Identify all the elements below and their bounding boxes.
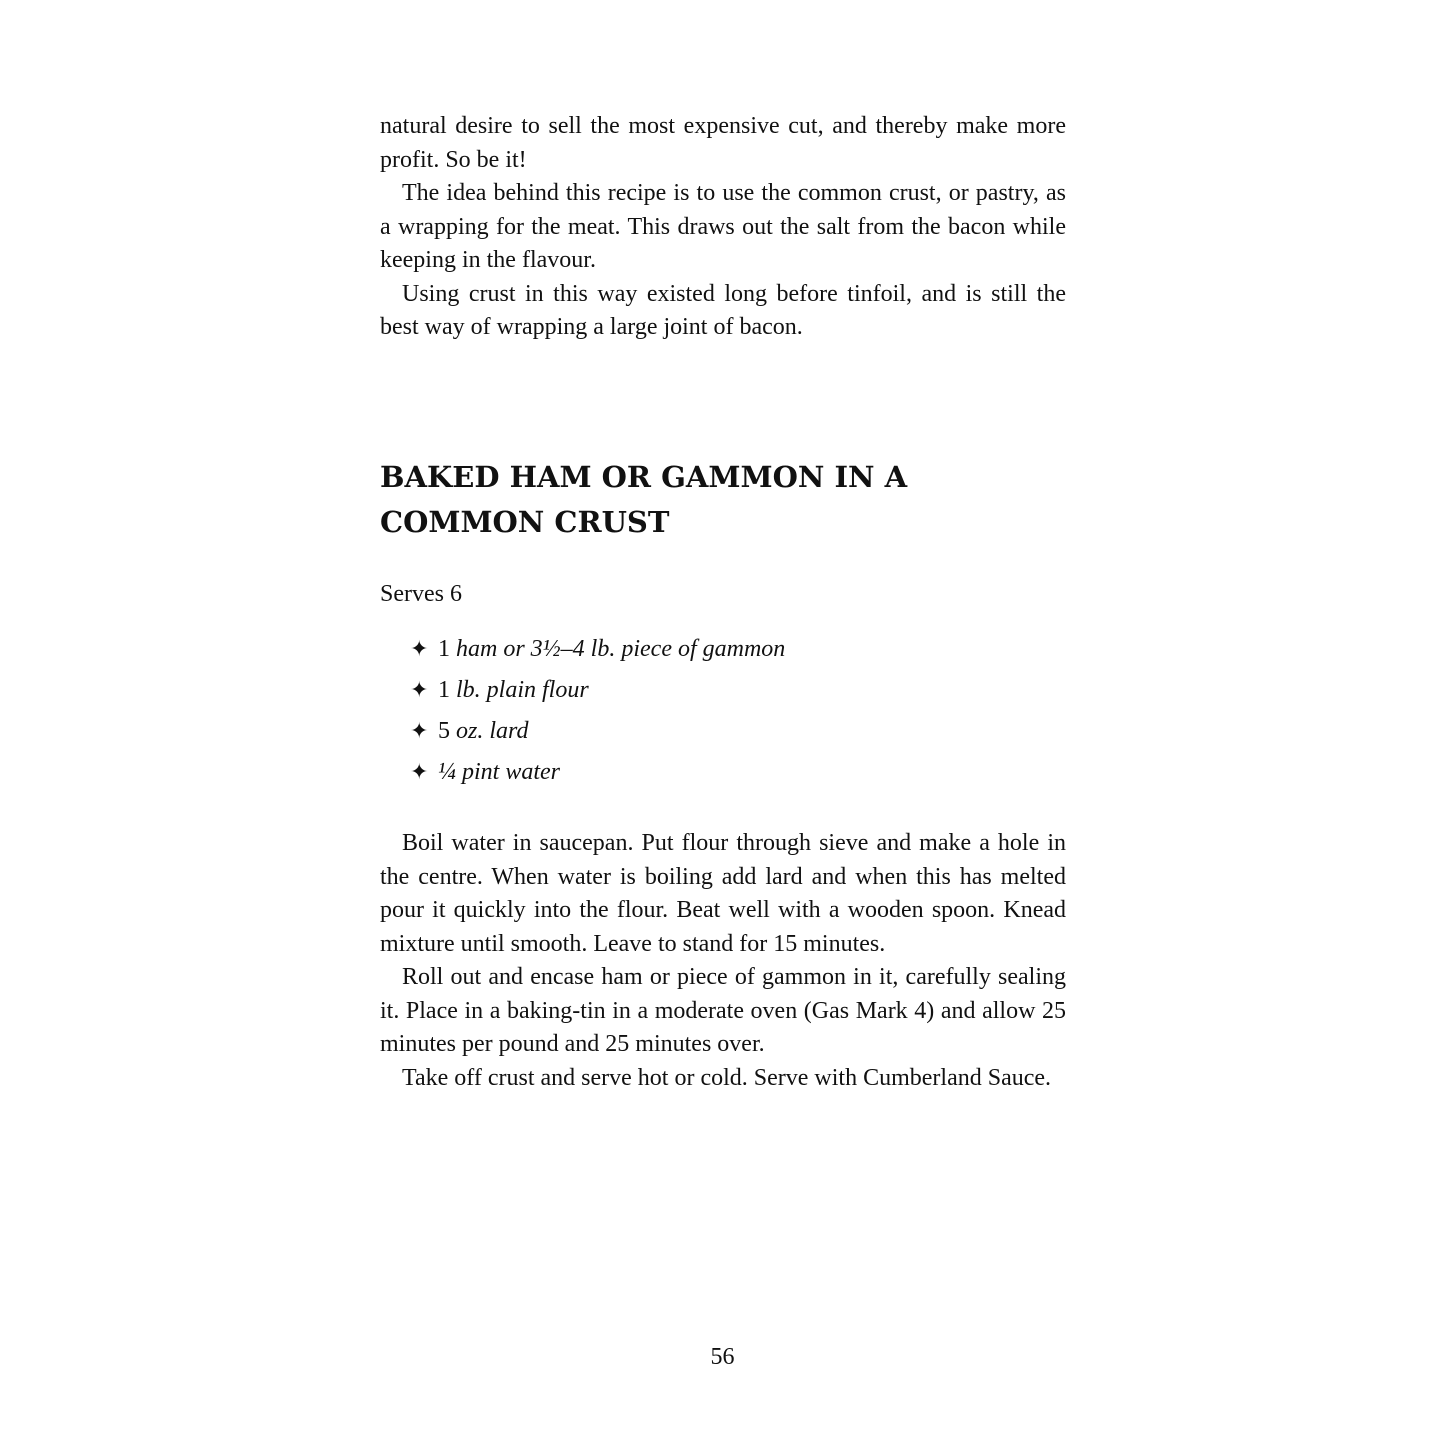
four-pointed-star-icon: ✦ (410, 637, 429, 662)
recipe-title (380, 455, 1066, 545)
ingredient-name: lb. plain flour (456, 677, 589, 703)
four-pointed-star-icon: ✦ (410, 678, 429, 703)
intro-paragraph-3: Using crust in this way existed long before tinfoil, and is still the best way of wrapping a large joint of bacon. (380, 280, 1066, 340)
ingredient-name: ham or 3½–4 lb. piece of gammon (456, 636, 786, 662)
method-paragraph-1: Boil water in saucepan. Put flour through sieve and make a hole in the centre. When water is boiling add lard and when this has melted pour it quickly into the flour. Beat well with a wooden spoon. Knead mixture until smooth. Leave to stand for 15 minutes. (380, 830, 1066, 957)
recipe-title-line-2: COMMON CRUST (380, 505, 670, 539)
intro-section (380, 110, 1066, 455)
ingredient-name: ¼ pint water (438, 759, 561, 785)
method-paragraph-3: Take off crust and serve hot or cold. Serve with Cumberland Sauce. (402, 1064, 1052, 1091)
serves-label: Serves 6 (380, 581, 462, 607)
ingredient-quantity: 1 (438, 636, 450, 662)
intro-paragraph-2: The idea behind this recipe is to use the common crust, or pastry, as a wrapping for the meat. This draws out the salt from the bacon while keeping in the flavour. (380, 180, 1066, 273)
four-pointed-star-icon: ✦ (410, 719, 429, 744)
ingredient-list (380, 629, 1066, 793)
page-content (380, 110, 1066, 1095)
ingredient-item (410, 711, 1066, 752)
ingredient-quantity: 5 (438, 718, 450, 744)
ingredient-quantity: 1 (438, 677, 450, 703)
ingredient-item (410, 670, 1066, 711)
ingredient-item (410, 629, 1066, 670)
four-pointed-star-icon: ✦ (410, 760, 429, 785)
ingredient-item (410, 752, 1066, 793)
intro-paragraph-1: natural desire to sell the most expensive cut, and thereby make more profit. So be it! (380, 113, 1066, 173)
recipe-title-line-1: BAKED HAM OR GAMMON IN A (380, 460, 908, 494)
method-section (380, 827, 1066, 1095)
method-paragraph-2: Roll out and encase ham or piece of gammon in it, carefully sealing it. Place in a baking-tin in a moderate oven (Gas Mark 4) and allow 25 minutes per pound and 25 minutes over. (380, 964, 1066, 1057)
page-number: 56 (710, 1344, 735, 1370)
ingredient-name: oz. lard (456, 718, 529, 744)
